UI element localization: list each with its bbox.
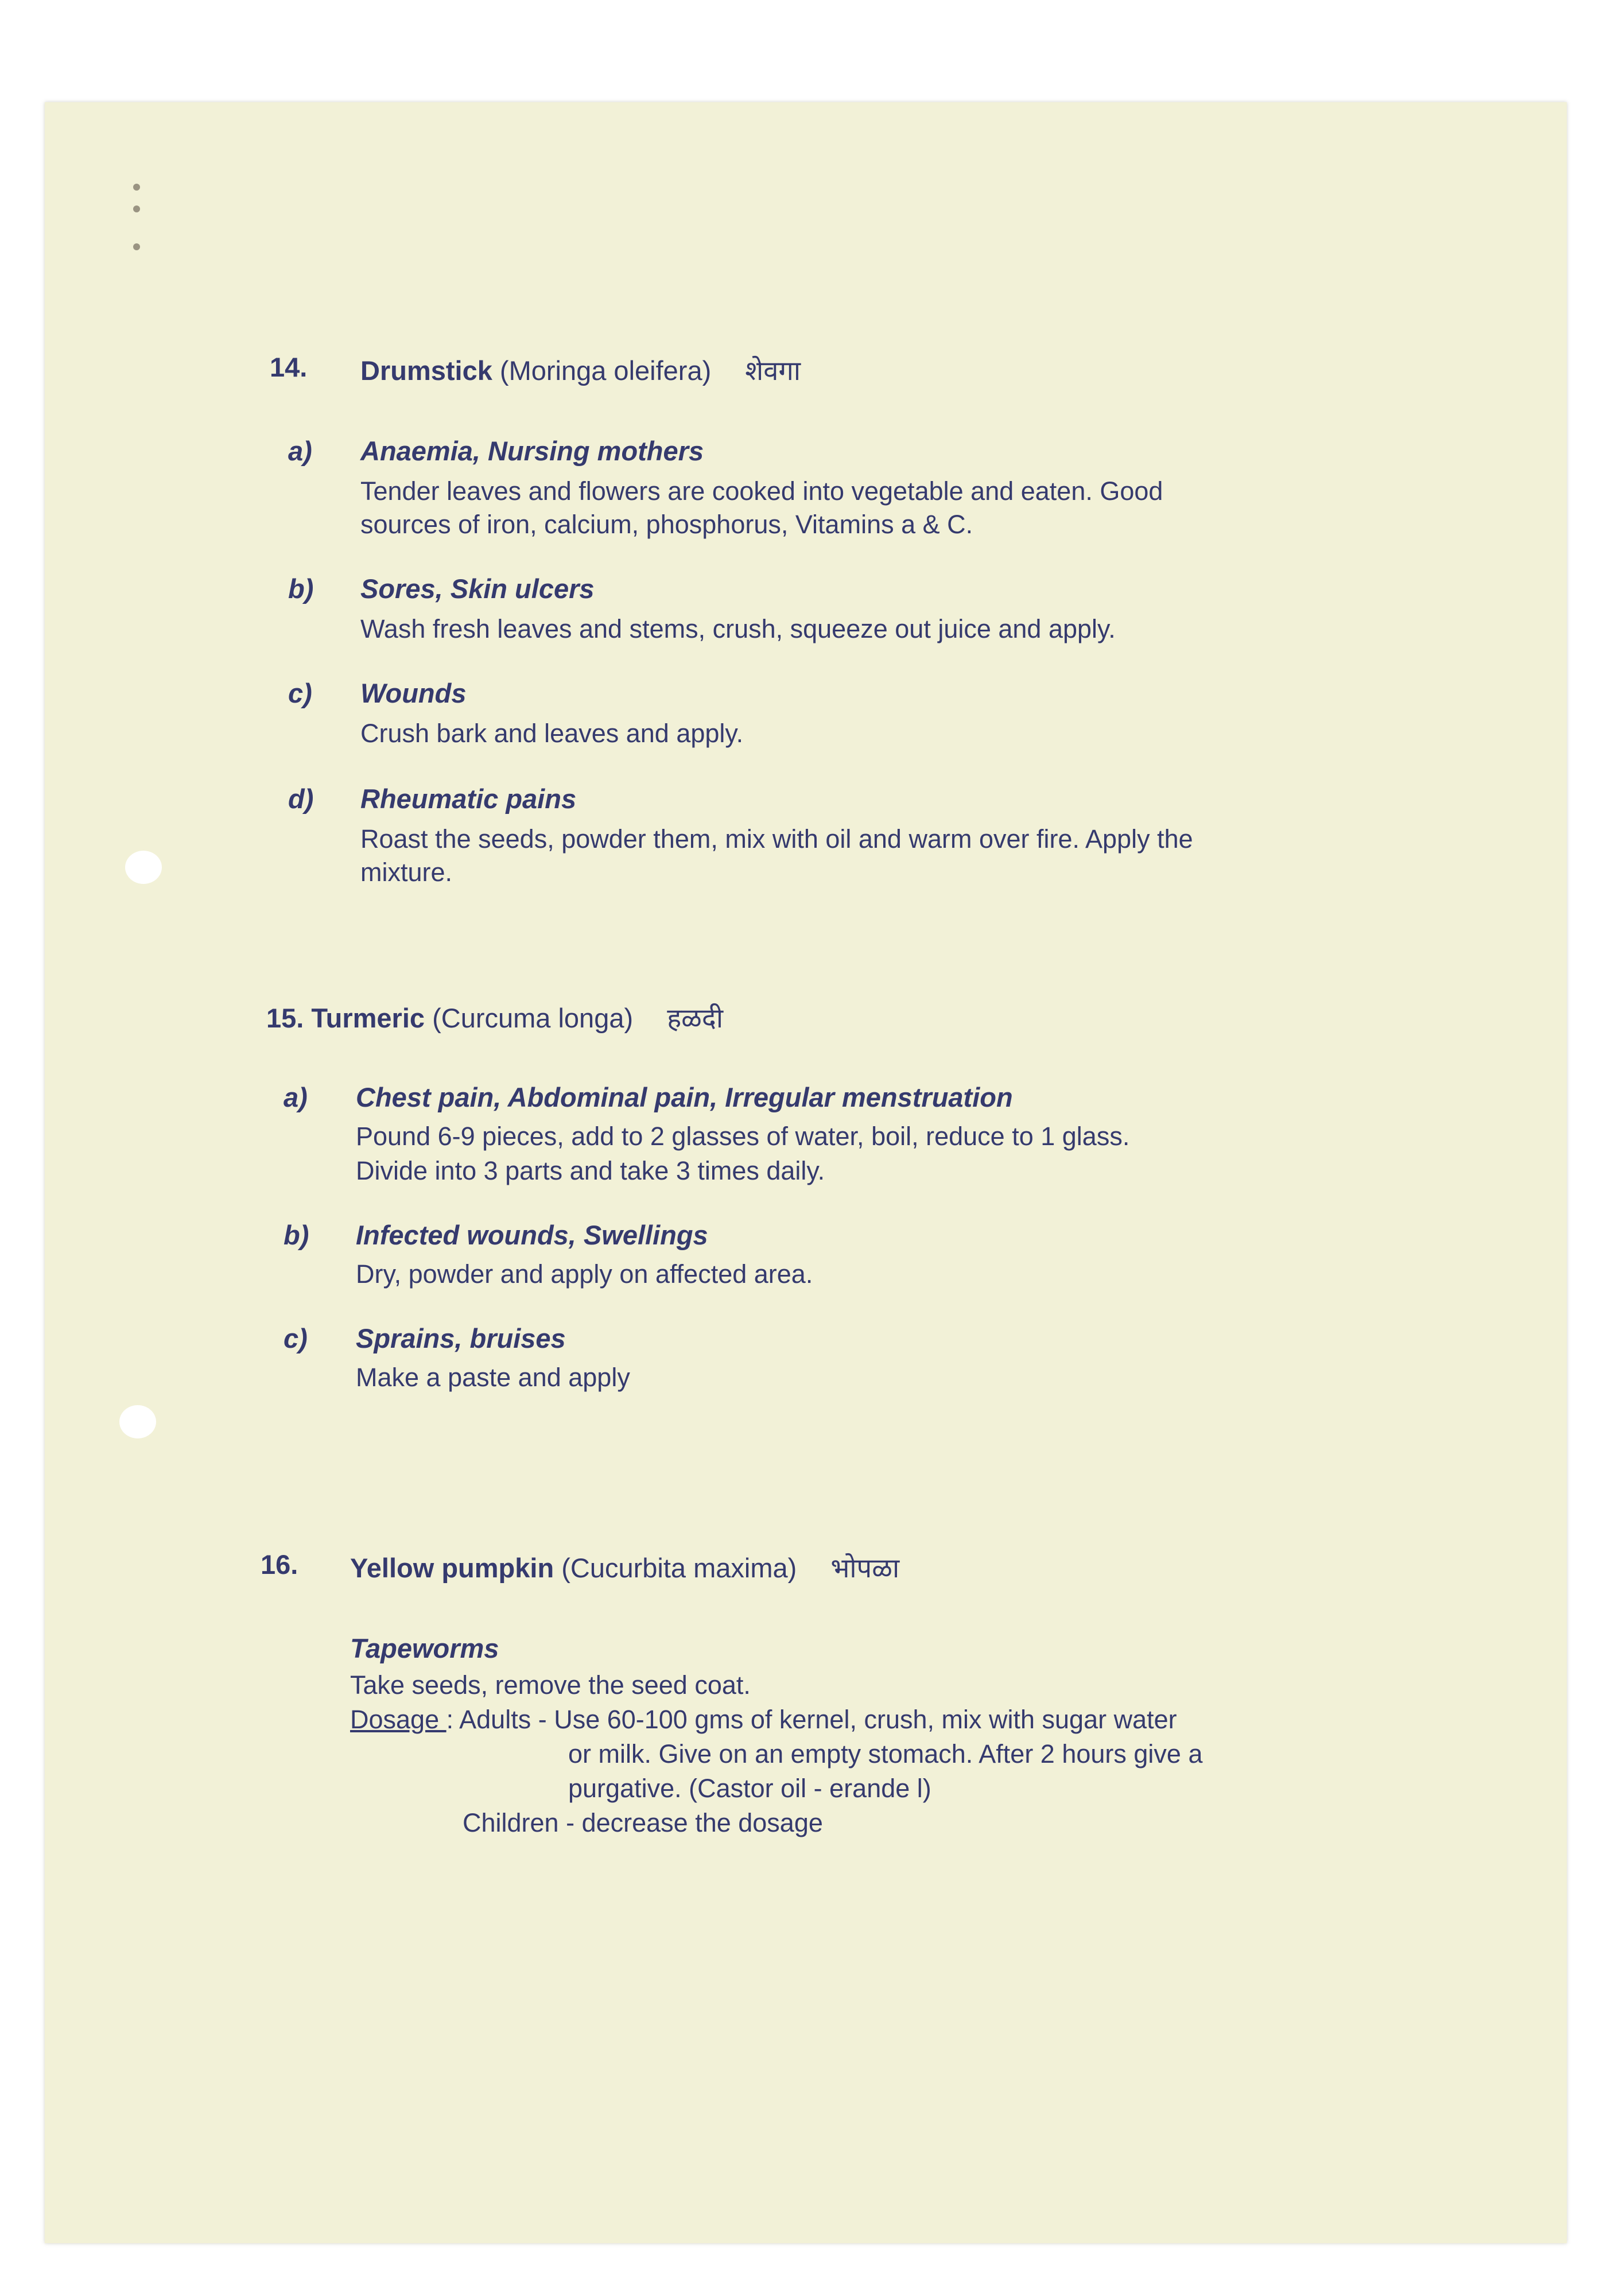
dosage-label: Dosage	[350, 1705, 446, 1734]
binder-mark	[133, 243, 140, 250]
item-letter: b)	[284, 1220, 309, 1250]
binder-mark	[133, 205, 140, 212]
punch-hole	[119, 1405, 156, 1438]
common-name: Yellow pumpkin	[350, 1553, 554, 1583]
hindi-name: भोपळा	[830, 1553, 900, 1584]
section-title	[350, 1549, 899, 1585]
common-name: Drumstick	[360, 355, 492, 386]
section-number: 14.	[270, 352, 308, 382]
item-text: mixture.	[360, 858, 453, 887]
scientific-name: (Cucurbita maxima)	[561, 1553, 797, 1583]
item-letter: b)	[288, 573, 314, 604]
section-number: 15.	[266, 1003, 304, 1033]
item-heading: Infected wounds, Swellings	[356, 1220, 708, 1250]
item-text: sources of iron, calcium, phosphorus, Vitamins a & C.	[360, 510, 973, 539]
item-heading: Sores, Skin ulcers	[360, 573, 595, 604]
binder-mark	[133, 184, 140, 191]
scientific-name: (Moringa oleifera)	[499, 355, 712, 386]
item-text: Dry, powder and apply on affected area.	[356, 1259, 813, 1289]
item-text: Crush bark and leaves and apply.	[360, 719, 744, 748]
dosage-line	[350, 1702, 1177, 1737]
punch-hole	[125, 851, 162, 884]
item-heading: Wounds	[360, 678, 467, 708]
item-text: Wash fresh leaves and stems, crush, squeeze out juice and apply.	[360, 614, 1116, 643]
hindi-name: शेवगा	[745, 355, 801, 387]
item-letter: c)	[288, 678, 312, 708]
dosage-line: or milk. Give on an empty stomach. After 2 hours give a	[568, 1739, 1203, 1768]
item-text: Divide into 3 parts and take 3 times daily.	[356, 1156, 825, 1185]
section-number: 16.	[261, 1549, 298, 1580]
item-heading: Sprains, bruises	[356, 1323, 566, 1353]
dosage-line: purgative. (Castor oil - erande l)	[568, 1774, 931, 1803]
hindi-name: हळदी	[667, 1003, 724, 1034]
item-text: Make a paste and apply	[356, 1363, 630, 1392]
item-letter: a)	[284, 1082, 308, 1112]
item-heading: Tapeworms	[350, 1633, 499, 1663]
common-name: Turmeric	[311, 1003, 425, 1033]
item-text: Pound 6-9 pieces, add to 2 glasses of water, boil, reduce to 1 glass.	[356, 1122, 1130, 1151]
item-text: Roast the seeds, powder them, mix with oil and warm over fire. Apply the	[360, 824, 1193, 854]
item-heading: Anaemia, Nursing mothers	[360, 436, 704, 466]
section-title	[360, 351, 801, 388]
item-heading: Chest pain, Abdominal pain, Irregular menstruation	[356, 1082, 1013, 1112]
item-heading: Rheumatic pains	[360, 784, 577, 814]
item-letter: a)	[288, 436, 312, 466]
item-letter: d)	[288, 784, 314, 814]
item-text: Tender leaves and flowers are cooked into vegetable and eaten. Good	[360, 476, 1163, 506]
item-letter: c)	[284, 1323, 308, 1353]
dosage-adults: : Adults - Use 60-100 gms of kernel, crush, mix with sugar water	[446, 1705, 1177, 1734]
section-title	[266, 999, 723, 1035]
scientific-name: (Curcuma longa)	[432, 1003, 634, 1033]
item-text: Take seeds, remove the seed coat.	[350, 1670, 751, 1700]
dosage-children: Children - decrease the dosage	[463, 1808, 823, 1837]
